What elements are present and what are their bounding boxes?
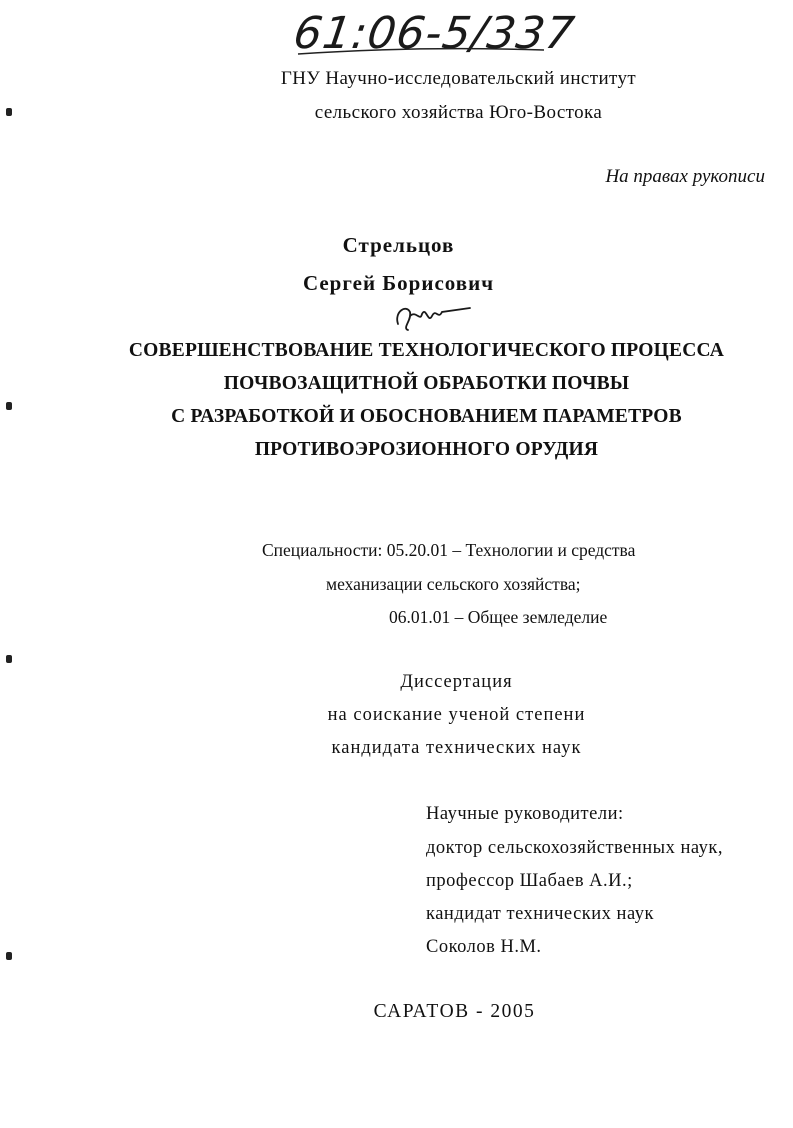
rights-note: На правах рукописи	[605, 166, 765, 187]
thesis-title-line-4: ПРОТИВОЭРОЗИОННОГО ОРУДИЯ	[254, 439, 599, 460]
dissertation-degree-line-1: на соискание ученой степени	[327, 705, 586, 725]
supervisor-line: кандидат технических наук	[426, 904, 654, 924]
handwritten-signature	[392, 298, 472, 334]
thesis-title-line-1: СОВЕРШЕНСТВОВАНИЕ ТЕХНОЛОГИЧЕСКОГО ПРОЦЕССА	[128, 340, 725, 361]
supervisor-line: Соколов Н.М.	[426, 937, 542, 957]
city-year: САРАТОВ - 2005	[373, 1001, 536, 1022]
binding-hole-mark	[6, 108, 12, 116]
library-stamp-number: 61:06-5/337	[290, 8, 579, 59]
specialty-line-3: 06.01.01 – Общее земледелие	[389, 607, 608, 627]
thesis-title-line-3: С РАЗРАБОТКОЙ И ОБОСНОВАНИЕМ ПАРАМЕТРОВ	[171, 406, 682, 427]
dissertation-label: Диссертация	[400, 672, 513, 692]
author-surname: Стрельцов	[342, 233, 455, 257]
supervisor-line: доктор сельскохозяйственных наук,	[426, 838, 724, 858]
specialty-line-2: механизации сельского хозяйства;	[326, 574, 581, 594]
thesis-title-line-2: ПОЧВОЗАЩИТНОЙ ОБРАБОТКИ ПОЧВЫ	[223, 373, 630, 394]
specialty-line-1: Специальности: 05.20.01 – Технологии и средства	[262, 540, 636, 560]
stamp-underline-mark	[296, 44, 546, 58]
institution-line-2: сельского хозяйства Юго-Востока	[314, 102, 603, 123]
binding-hole-mark	[6, 655, 12, 663]
supervisor-line: профессор Шабаев А.И.;	[426, 871, 633, 891]
dissertation-degree-line-2: кандидата технических наук	[331, 738, 582, 758]
institution-line-1: ГНУ Научно-исследовательский институт	[280, 68, 637, 89]
binding-hole-mark	[6, 402, 12, 410]
binding-hole-mark	[6, 952, 12, 960]
supervisors-heading: Научные руководители:	[426, 804, 624, 824]
author-given-names: Сергей Борисович	[302, 271, 495, 295]
